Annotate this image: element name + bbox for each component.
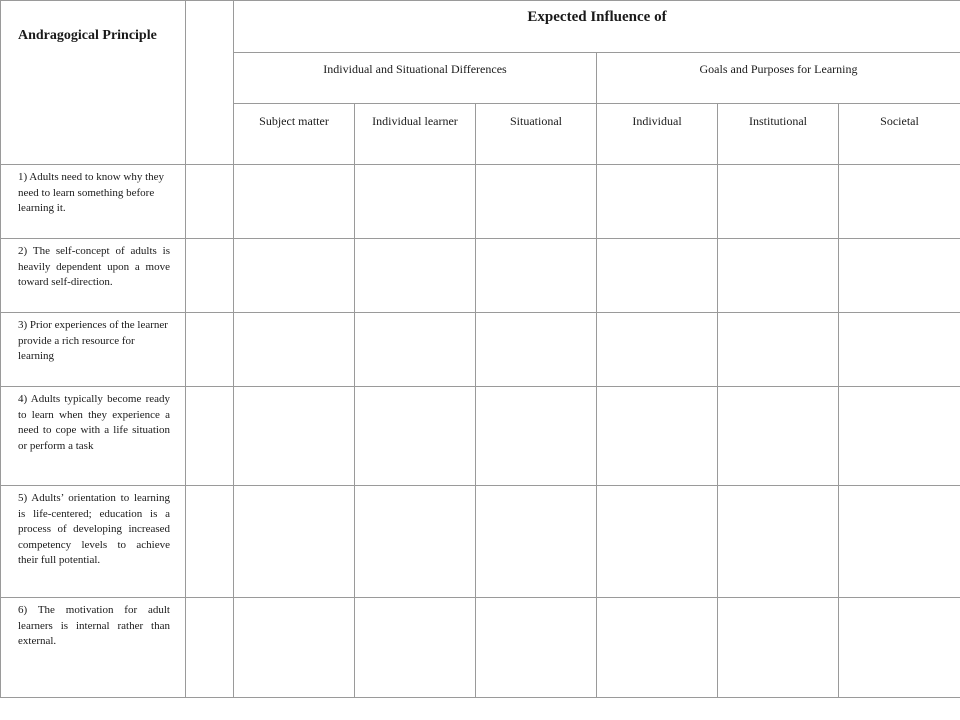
column-header-societal: Societal — [839, 104, 960, 165]
blank-cell — [186, 387, 234, 486]
rating-cell[interactable] — [597, 598, 718, 698]
rating-cell[interactable] — [718, 239, 839, 313]
column-header-individual: Individual — [597, 104, 718, 165]
rating-cell[interactable] — [476, 239, 597, 313]
table-row — [1, 598, 960, 698]
expected-influence-header: Expected Influence of — [234, 1, 960, 53]
column-header-institutional: Institutional — [718, 104, 839, 165]
header-row-1 — [1, 1, 960, 53]
principle-cell: 5) Adults’ orientation to learning is life-centered; education is a process of developing increased competency levels to achieve their full potential. — [1, 486, 186, 598]
rating-cell[interactable] — [839, 165, 960, 239]
blank-cell — [186, 598, 234, 698]
blank-cell — [186, 486, 234, 598]
rating-cell[interactable] — [355, 165, 476, 239]
table-row — [1, 313, 960, 387]
rating-cell[interactable] — [597, 165, 718, 239]
rating-cell[interactable] — [718, 486, 839, 598]
column-header-situational: Situational — [476, 104, 597, 165]
column-header-individual-learner: Individual learner — [355, 104, 476, 165]
rating-cell[interactable] — [355, 486, 476, 598]
rating-cell[interactable] — [355, 598, 476, 698]
rating-cell[interactable] — [718, 313, 839, 387]
principle-column-header: Andragogical Principle — [1, 1, 186, 165]
rating-cell[interactable] — [234, 598, 355, 698]
rating-cell[interactable] — [718, 387, 839, 486]
table-row — [1, 239, 960, 313]
rating-cell[interactable] — [718, 598, 839, 698]
rating-cell[interactable] — [234, 239, 355, 313]
rating-cell[interactable] — [476, 387, 597, 486]
blank-cell — [186, 165, 234, 239]
rating-cell[interactable] — [476, 313, 597, 387]
rating-cell[interactable] — [476, 598, 597, 698]
rating-cell[interactable] — [839, 313, 960, 387]
group-header-goals: Goals and Purposes for Learning — [597, 53, 960, 104]
rating-cell[interactable] — [839, 598, 960, 698]
rating-cell[interactable] — [476, 165, 597, 239]
rating-cell[interactable] — [234, 313, 355, 387]
rating-cell[interactable] — [234, 486, 355, 598]
rating-cell[interactable] — [234, 165, 355, 239]
rating-cell[interactable] — [839, 486, 960, 598]
rating-cell[interactable] — [839, 387, 960, 486]
rating-cell[interactable] — [839, 239, 960, 313]
rating-cell[interactable] — [476, 486, 597, 598]
table-row — [1, 387, 960, 486]
principle-cell: 6) The motivation for adult learners is internal rather than external. — [1, 598, 186, 698]
column-header-subject-matter: Subject matter — [234, 104, 355, 165]
principle-cell: 4) Adults typically become ready to learn when they experience a need to cope with a life situation or perform a task — [1, 387, 186, 486]
rating-cell[interactable] — [234, 387, 355, 486]
blank-header-cell — [186, 1, 234, 165]
table-row — [1, 165, 960, 239]
blank-cell — [186, 313, 234, 387]
blank-cell — [186, 239, 234, 313]
rating-cell[interactable] — [597, 239, 718, 313]
rating-cell[interactable] — [597, 486, 718, 598]
rating-cell[interactable] — [718, 165, 839, 239]
rating-cell[interactable] — [597, 313, 718, 387]
principle-cell: 2) The self-concept of adults is heavily dependent upon a move toward self-direction. — [1, 239, 186, 313]
table-row — [1, 486, 960, 598]
rating-cell[interactable] — [597, 387, 718, 486]
principle-cell: 3) Prior experiences of the learner provide a rich resource for learning — [1, 313, 186, 387]
rating-cell[interactable] — [355, 387, 476, 486]
rating-cell[interactable] — [355, 313, 476, 387]
group-header-differences: Individual and Situational Differences — [234, 53, 597, 104]
principle-cell: 1) Adults need to know why they need to learn something before learning it. — [1, 165, 186, 239]
rating-cell[interactable] — [355, 239, 476, 313]
